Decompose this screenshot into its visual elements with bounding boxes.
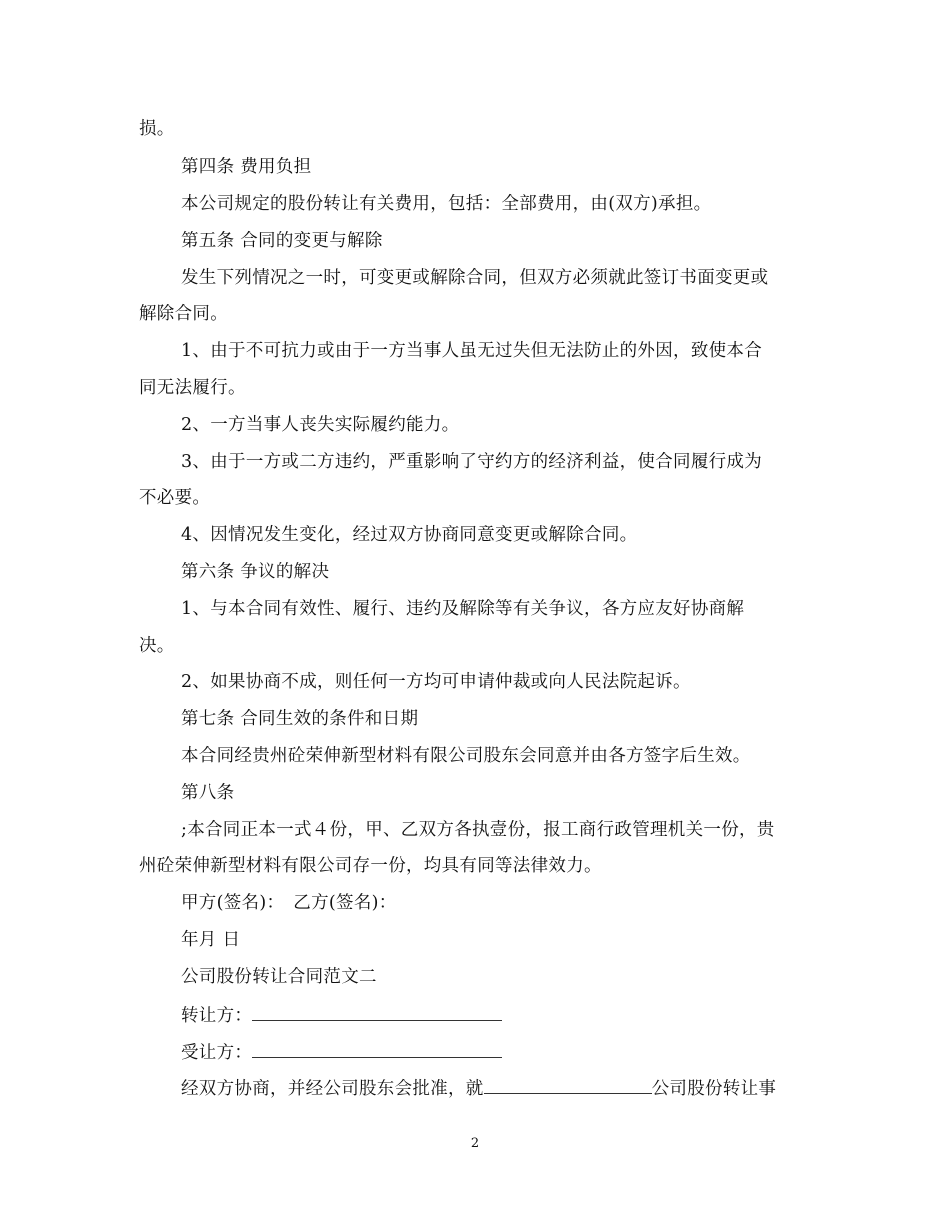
text-line: 同无法履行。	[139, 378, 246, 398]
text-line: 4、因情况发生变化，经过双方协商同意变更或解除合同。	[181, 525, 638, 545]
text-line: 不必要。	[139, 488, 211, 508]
text-line: 损。	[139, 119, 175, 139]
text-line: 决。	[139, 636, 175, 656]
article-heading: 第五条 合同的变更与解除	[181, 231, 383, 251]
text-line: 发生下列情况之一时，可变更或解除合同，但双方必须就此签订书面变更或	[181, 268, 769, 288]
page-number: 2	[470, 1136, 480, 1151]
text-line: ;本合同正本一式４份，甲、乙双方各执壹份，报工商行政管理机关一份，贵	[181, 820, 775, 840]
article-heading: 第八条	[181, 783, 235, 803]
signature-line: 甲方(签名)： 乙方(签名)：	[181, 893, 397, 913]
transferor-blank	[252, 1002, 502, 1021]
text-line: 本合同经贵州砼荣伸新型材料有限公司股东会同意并由各方签字后生效。	[181, 746, 751, 766]
text-segment: 经双方协商，并经公司股东会批准，就	[181, 1079, 484, 1099]
text-line: 3、由于一方或二方违约，严重影响了守约方的经济利益，使合同履行成为	[181, 452, 763, 472]
text-line	[181, 1075, 776, 1101]
text-line: 2、如果协商不成，则任何一方均可申请仲裁或向人民法院起诉。	[181, 672, 691, 692]
transferee-label: 受让方：	[181, 1043, 253, 1063]
article-heading: 第四条 费用负担	[181, 157, 312, 177]
text-line: 1、与本合同有效性、履行、违约及解除等有关争议，各方应友好协商解	[181, 599, 745, 619]
section-title: 公司股份转让合同范文二	[181, 967, 377, 987]
article-heading: 第六条 争议的解决	[181, 562, 330, 582]
text-line: 1、由于不可抗力或由于一方当事人虽无过失但无法防止的外因，致使本合	[181, 341, 763, 361]
transferee-line	[181, 1039, 502, 1065]
text-line: 2、一方当事人丧失实际履约能力。	[181, 415, 460, 435]
text-segment: 公司股份转让事	[651, 1079, 777, 1099]
text-line: 州砼荣伸新型材料有限公司存一份，均具有同等法律效力。	[139, 856, 602, 876]
text-line: 解除合同。	[139, 304, 228, 324]
text-line: 本公司规定的股份转让有关费用，包括：全部费用，由(双方)承担。	[181, 194, 712, 214]
transferor-line	[181, 1002, 502, 1028]
date-line: 年月 日	[181, 930, 241, 950]
company-name-blank	[484, 1075, 652, 1094]
transferor-label: 转让方：	[181, 1006, 253, 1026]
transferee-blank	[252, 1039, 502, 1058]
article-heading: 第七条 合同生效的条件和日期	[181, 709, 419, 729]
